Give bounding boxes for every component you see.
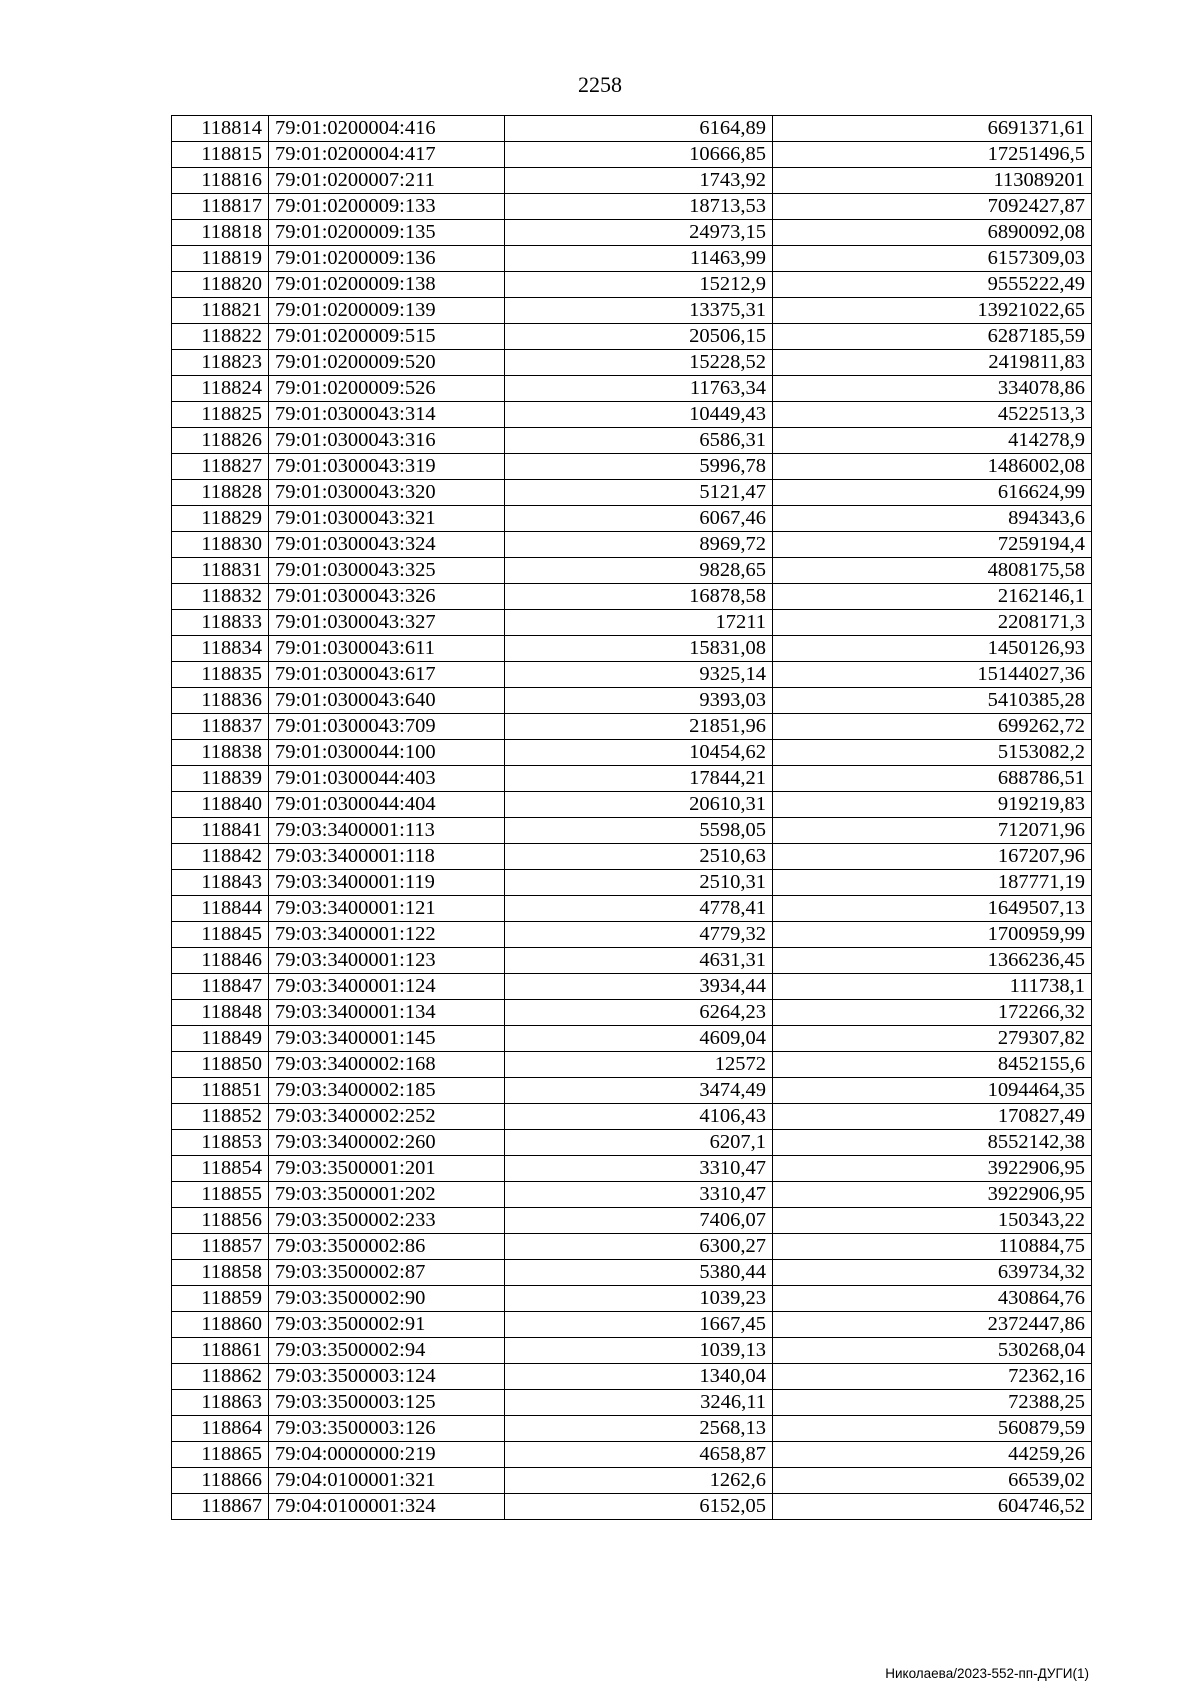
cadastral-number-cell: 79:01:0300043:325	[269, 558, 505, 584]
cadastral-number-cell: 79:03:3400002:185	[269, 1078, 505, 1104]
area-cell: 3246,11	[505, 1390, 773, 1416]
area-cell: 6164,89	[505, 116, 773, 142]
cadastral-number-cell: 79:03:3500002:86	[269, 1234, 505, 1260]
area-cell: 1262,6	[505, 1468, 773, 1494]
area-cell: 15228,52	[505, 350, 773, 376]
cadastral-value-cell: 616624,99	[773, 480, 1092, 506]
cadastral-number-cell: 79:01:0300043:321	[269, 506, 505, 532]
row-number-cell: 118863	[172, 1390, 269, 1416]
table-row	[172, 688, 1092, 714]
table-row	[172, 220, 1092, 246]
row-number-cell: 118862	[172, 1364, 269, 1390]
cadastral-value-cell: 8552142,38	[773, 1130, 1092, 1156]
row-number-cell: 118854	[172, 1156, 269, 1182]
area-cell: 10449,43	[505, 402, 773, 428]
area-cell: 4609,04	[505, 1026, 773, 1052]
table-body	[172, 116, 1092, 1520]
row-number-cell: 118815	[172, 142, 269, 168]
area-cell: 15831,08	[505, 636, 773, 662]
table-row	[172, 1494, 1092, 1520]
area-cell: 3934,44	[505, 974, 773, 1000]
table-row	[172, 766, 1092, 792]
row-number-cell: 118867	[172, 1494, 269, 1520]
table-row	[172, 870, 1092, 896]
table-row	[172, 1260, 1092, 1286]
cadastral-number-cell: 79:04:0100001:324	[269, 1494, 505, 1520]
row-number-cell: 118818	[172, 220, 269, 246]
row-number-cell: 118858	[172, 1260, 269, 1286]
area-cell: 6586,31	[505, 428, 773, 454]
cadastral-value-cell: 1649507,13	[773, 896, 1092, 922]
cadastral-value-cell: 5153082,2	[773, 740, 1092, 766]
row-number-cell: 118859	[172, 1286, 269, 1312]
cadastral-value-cell: 167207,96	[773, 844, 1092, 870]
row-number-cell: 118847	[172, 974, 269, 1000]
cadastral-number-cell: 79:03:3500002:90	[269, 1286, 505, 1312]
table-row	[172, 1468, 1092, 1494]
row-number-cell: 118842	[172, 844, 269, 870]
cadastral-value-cell: 110884,75	[773, 1234, 1092, 1260]
row-number-cell: 118855	[172, 1182, 269, 1208]
row-number-cell: 118836	[172, 688, 269, 714]
area-cell: 20506,15	[505, 324, 773, 350]
cadastral-number-cell: 79:01:0300043:314	[269, 402, 505, 428]
cadastral-number-cell: 79:03:3500002:233	[269, 1208, 505, 1234]
cadastral-number-cell: 79:01:0200009:526	[269, 376, 505, 402]
footer-document-reference: Николаева/2023-552-пп-ДУГИ(1)	[885, 1666, 1089, 1681]
cadastral-value-cell: 13921022,65	[773, 298, 1092, 324]
row-number-cell: 118852	[172, 1104, 269, 1130]
cadastral-value-cell: 334078,86	[773, 376, 1092, 402]
cadastral-value-cell: 17251496,5	[773, 142, 1092, 168]
row-number-cell: 118849	[172, 1026, 269, 1052]
table-row	[172, 1442, 1092, 1468]
cadastral-number-cell: 79:01:0300043:327	[269, 610, 505, 636]
table-row	[172, 974, 1092, 1000]
cadastral-number-cell: 79:03:3500002:91	[269, 1312, 505, 1338]
cadastral-value-cell: 170827,49	[773, 1104, 1092, 1130]
row-number-cell: 118841	[172, 818, 269, 844]
cadastral-number-cell: 79:03:3400002:252	[269, 1104, 505, 1130]
table-row	[172, 272, 1092, 298]
area-cell: 6152,05	[505, 1494, 773, 1520]
table-row	[172, 558, 1092, 584]
row-number-cell: 118827	[172, 454, 269, 480]
cadastral-number-cell: 79:01:0300043:709	[269, 714, 505, 740]
cadastral-number-cell: 79:03:3400001:113	[269, 818, 505, 844]
row-number-cell: 118823	[172, 350, 269, 376]
area-cell: 11763,34	[505, 376, 773, 402]
cadastral-value-cell: 6691371,61	[773, 116, 1092, 142]
cadastral-number-cell: 79:01:0200009:135	[269, 220, 505, 246]
page-number: 2258	[578, 72, 622, 97]
table-row	[172, 1182, 1092, 1208]
cadastral-number-cell: 79:01:0200009:133	[269, 194, 505, 220]
cadastral-value-cell: 6157309,03	[773, 246, 1092, 272]
area-cell: 4631,31	[505, 948, 773, 974]
row-number-cell: 118846	[172, 948, 269, 974]
cadastral-value-cell: 7092427,87	[773, 194, 1092, 220]
cadastral-value-cell: 712071,96	[773, 818, 1092, 844]
cadastral-value-cell: 3922906,95	[773, 1156, 1092, 1182]
area-cell: 1340,04	[505, 1364, 773, 1390]
row-number-cell: 118851	[172, 1078, 269, 1104]
cadastral-value-cell: 113089201	[773, 168, 1092, 194]
cadastral-value-cell: 1094464,35	[773, 1078, 1092, 1104]
cadastral-number-cell: 79:03:3500001:202	[269, 1182, 505, 1208]
cadastral-number-cell: 79:01:0200004:416	[269, 116, 505, 142]
area-cell: 6207,1	[505, 1130, 773, 1156]
area-cell: 21851,96	[505, 714, 773, 740]
table-row	[172, 1312, 1092, 1338]
row-number-cell: 118866	[172, 1468, 269, 1494]
area-cell: 2568,13	[505, 1416, 773, 1442]
area-cell: 24973,15	[505, 220, 773, 246]
cadastral-number-cell: 79:01:0300044:404	[269, 792, 505, 818]
cadastral-value-cell: 560879,59	[773, 1416, 1092, 1442]
area-cell: 9393,03	[505, 688, 773, 714]
row-number-cell: 118865	[172, 1442, 269, 1468]
cadastral-value-cell: 688786,51	[773, 766, 1092, 792]
cadastral-number-cell: 79:03:3400001:118	[269, 844, 505, 870]
cadastral-value-cell: 150343,22	[773, 1208, 1092, 1234]
cadastral-value-cell: 72388,25	[773, 1390, 1092, 1416]
row-number-cell: 118828	[172, 480, 269, 506]
row-number-cell: 118837	[172, 714, 269, 740]
cadastral-value-cell: 919219,83	[773, 792, 1092, 818]
area-cell: 3474,49	[505, 1078, 773, 1104]
row-number-cell: 118820	[172, 272, 269, 298]
cadastral-number-cell: 79:01:0300043:611	[269, 636, 505, 662]
row-number-cell: 118848	[172, 1000, 269, 1026]
table-row	[172, 1000, 1092, 1026]
table-row	[172, 1026, 1092, 1052]
cadastral-number-cell: 79:01:0300043:324	[269, 532, 505, 558]
cadastral-value-cell: 699262,72	[773, 714, 1092, 740]
row-number-cell: 118850	[172, 1052, 269, 1078]
table-row	[172, 1104, 1092, 1130]
cadastral-value-cell: 172266,32	[773, 1000, 1092, 1026]
area-cell: 17211	[505, 610, 773, 636]
cadastral-number-cell: 79:01:0200007:211	[269, 168, 505, 194]
row-number-cell: 118822	[172, 324, 269, 350]
cadastral-value-cell: 2208171,3	[773, 610, 1092, 636]
row-number-cell: 118825	[172, 402, 269, 428]
area-cell: 20610,31	[505, 792, 773, 818]
area-cell: 5996,78	[505, 454, 773, 480]
cadastral-value-cell: 4522513,3	[773, 402, 1092, 428]
row-number-cell: 118856	[172, 1208, 269, 1234]
cadastral-number-cell: 79:01:0200004:417	[269, 142, 505, 168]
area-cell: 12572	[505, 1052, 773, 1078]
cadastral-value-cell: 530268,04	[773, 1338, 1092, 1364]
table-row	[172, 1156, 1092, 1182]
cadastral-number-cell: 79:01:0300044:403	[269, 766, 505, 792]
area-cell: 10454,62	[505, 740, 773, 766]
area-cell: 8969,72	[505, 532, 773, 558]
area-cell: 1039,13	[505, 1338, 773, 1364]
row-number-cell: 118844	[172, 896, 269, 922]
cadastral-value-cell: 2162146,1	[773, 584, 1092, 610]
cadastral-number-cell: 79:03:3400002:260	[269, 1130, 505, 1156]
table-row	[172, 402, 1092, 428]
cadastral-number-cell: 79:03:3400001:119	[269, 870, 505, 896]
area-cell: 6067,46	[505, 506, 773, 532]
table-row	[172, 714, 1092, 740]
row-number-cell: 118857	[172, 1234, 269, 1260]
table-row	[172, 610, 1092, 636]
table-row	[172, 792, 1092, 818]
area-cell: 15212,9	[505, 272, 773, 298]
cadastral-number-cell: 79:01:0200009:136	[269, 246, 505, 272]
area-cell: 16878,58	[505, 584, 773, 610]
cadastral-number-cell: 79:03:3500003:126	[269, 1416, 505, 1442]
row-number-cell: 118861	[172, 1338, 269, 1364]
row-number-cell: 118839	[172, 766, 269, 792]
area-cell: 2510,63	[505, 844, 773, 870]
cadastral-value-cell: 7259194,4	[773, 532, 1092, 558]
row-number-cell: 118833	[172, 610, 269, 636]
cadastral-value-cell: 72362,16	[773, 1364, 1092, 1390]
table-row	[172, 636, 1092, 662]
table-row	[172, 168, 1092, 194]
area-cell: 2510,31	[505, 870, 773, 896]
cadastral-number-cell: 79:03:3500003:124	[269, 1364, 505, 1390]
cadastral-value-cell: 279307,82	[773, 1026, 1092, 1052]
table-row	[172, 1416, 1092, 1442]
table-row	[172, 350, 1092, 376]
row-number-cell: 118835	[172, 662, 269, 688]
table-row	[172, 532, 1092, 558]
area-cell: 5380,44	[505, 1260, 773, 1286]
row-number-cell: 118860	[172, 1312, 269, 1338]
table-row	[172, 480, 1092, 506]
cadastral-number-cell: 79:01:0200009:138	[269, 272, 505, 298]
row-number-cell: 118830	[172, 532, 269, 558]
area-cell: 10666,85	[505, 142, 773, 168]
area-cell: 1039,23	[505, 1286, 773, 1312]
area-cell: 17844,21	[505, 766, 773, 792]
cadastral-number-cell: 79:01:0200009:515	[269, 324, 505, 350]
area-cell: 6300,27	[505, 1234, 773, 1260]
cadastral-number-cell: 79:03:3400002:168	[269, 1052, 505, 1078]
cadastral-number-cell: 79:03:3400001:134	[269, 1000, 505, 1026]
row-number-cell: 118824	[172, 376, 269, 402]
area-cell: 9325,14	[505, 662, 773, 688]
table-row	[172, 1078, 1092, 1104]
cadastral-value-cell: 6287185,59	[773, 324, 1092, 350]
cadastral-number-cell: 79:01:0300043:640	[269, 688, 505, 714]
row-number-cell: 118864	[172, 1416, 269, 1442]
row-number-cell: 118816	[172, 168, 269, 194]
table-row	[172, 298, 1092, 324]
area-cell: 1667,45	[505, 1312, 773, 1338]
cadastral-number-cell: 79:04:0000000:219	[269, 1442, 505, 1468]
row-number-cell: 118819	[172, 246, 269, 272]
cadastral-value-cell: 414278,9	[773, 428, 1092, 454]
cadastral-value-cell: 3922906,95	[773, 1182, 1092, 1208]
cadastral-number-cell: 79:03:3400001:123	[269, 948, 505, 974]
table-row	[172, 506, 1092, 532]
cadastral-number-cell: 79:03:3400001:121	[269, 896, 505, 922]
table-row	[172, 584, 1092, 610]
table-row	[172, 1286, 1092, 1312]
area-cell: 4779,32	[505, 922, 773, 948]
cadastral-value-cell: 66539,02	[773, 1468, 1092, 1494]
table-row	[172, 662, 1092, 688]
row-number-cell: 118845	[172, 922, 269, 948]
table-row	[172, 376, 1092, 402]
area-cell: 13375,31	[505, 298, 773, 324]
row-number-cell: 118829	[172, 506, 269, 532]
table-row	[172, 948, 1092, 974]
cadastral-value-cell: 639734,32	[773, 1260, 1092, 1286]
cadastral-value-cell: 15144027,36	[773, 662, 1092, 688]
table-row	[172, 844, 1092, 870]
cadastral-number-cell: 79:03:3500001:201	[269, 1156, 505, 1182]
cadastral-value-cell: 6890092,08	[773, 220, 1092, 246]
table-row	[172, 1390, 1092, 1416]
table-row	[172, 1234, 1092, 1260]
cadastral-number-cell: 79:01:0200009:139	[269, 298, 505, 324]
area-cell: 4658,87	[505, 1442, 773, 1468]
table-row	[172, 194, 1092, 220]
cadastral-value-cell: 9555222,49	[773, 272, 1092, 298]
area-cell: 18713,53	[505, 194, 773, 220]
table-row	[172, 1130, 1092, 1156]
cadastral-number-cell: 79:01:0300043:319	[269, 454, 505, 480]
cadastral-number-cell: 79:03:3400001:145	[269, 1026, 505, 1052]
area-cell: 4106,43	[505, 1104, 773, 1130]
cadastral-number-cell: 79:03:3500002:87	[269, 1260, 505, 1286]
cadastral-value-cell: 2419811,83	[773, 350, 1092, 376]
table-row	[172, 116, 1092, 142]
cadastral-number-cell: 79:03:3500002:94	[269, 1338, 505, 1364]
area-cell: 5121,47	[505, 480, 773, 506]
cadastral-number-cell: 79:01:0300043:326	[269, 584, 505, 610]
area-cell: 6264,23	[505, 1000, 773, 1026]
row-number-cell: 118853	[172, 1130, 269, 1156]
table-row	[172, 740, 1092, 766]
table-row	[172, 324, 1092, 350]
cadastral-value-cell: 430864,76	[773, 1286, 1092, 1312]
cadastral-value-cell: 1366236,45	[773, 948, 1092, 974]
cadastral-value-cell: 894343,6	[773, 506, 1092, 532]
area-cell: 5598,05	[505, 818, 773, 844]
table-row	[172, 896, 1092, 922]
cadastral-value-cell: 44259,26	[773, 1442, 1092, 1468]
row-number-cell: 118826	[172, 428, 269, 454]
area-cell: 7406,07	[505, 1208, 773, 1234]
cadastral-number-cell: 79:03:3500003:125	[269, 1390, 505, 1416]
row-number-cell: 118831	[172, 558, 269, 584]
cadastral-value-cell: 5410385,28	[773, 688, 1092, 714]
table-row	[172, 818, 1092, 844]
cadastral-value-cell: 111738,1	[773, 974, 1092, 1000]
cadastral-value-table	[171, 115, 1092, 1520]
cadastral-number-cell: 79:04:0100001:321	[269, 1468, 505, 1494]
cadastral-number-cell: 79:01:0300043:316	[269, 428, 505, 454]
area-cell: 3310,47	[505, 1156, 773, 1182]
cadastral-value-cell: 8452155,6	[773, 1052, 1092, 1078]
area-cell: 11463,99	[505, 246, 773, 272]
table-row	[172, 428, 1092, 454]
row-number-cell: 118843	[172, 870, 269, 896]
cadastral-value-cell: 187771,19	[773, 870, 1092, 896]
cadastral-value-cell: 604746,52	[773, 1494, 1092, 1520]
table-row	[172, 246, 1092, 272]
row-number-cell: 118834	[172, 636, 269, 662]
table-row	[172, 1364, 1092, 1390]
cadastral-value-cell: 1486002,08	[773, 454, 1092, 480]
cadastral-number-cell: 79:03:3400001:124	[269, 974, 505, 1000]
cadastral-value-cell: 4808175,58	[773, 558, 1092, 584]
row-number-cell: 118832	[172, 584, 269, 610]
row-number-cell: 118814	[172, 116, 269, 142]
area-cell: 1743,92	[505, 168, 773, 194]
table-row	[172, 922, 1092, 948]
table-row	[172, 1208, 1092, 1234]
table-row	[172, 1338, 1092, 1364]
row-number-cell: 118821	[172, 298, 269, 324]
cadastral-value-cell: 1450126,93	[773, 636, 1092, 662]
row-number-cell: 118840	[172, 792, 269, 818]
cadastral-number-cell: 79:01:0200009:520	[269, 350, 505, 376]
cadastral-number-cell: 79:01:0300044:100	[269, 740, 505, 766]
table-row	[172, 454, 1092, 480]
row-number-cell: 118817	[172, 194, 269, 220]
area-cell: 4778,41	[505, 896, 773, 922]
area-cell: 9828,65	[505, 558, 773, 584]
table-row	[172, 142, 1092, 168]
cadastral-number-cell: 79:01:0300043:320	[269, 480, 505, 506]
area-cell: 3310,47	[505, 1182, 773, 1208]
cadastral-number-cell: 79:01:0300043:617	[269, 662, 505, 688]
cadastral-value-cell: 1700959,99	[773, 922, 1092, 948]
table-row	[172, 1052, 1092, 1078]
row-number-cell: 118838	[172, 740, 269, 766]
cadastral-value-cell: 2372447,86	[773, 1312, 1092, 1338]
cadastral-number-cell: 79:03:3400001:122	[269, 922, 505, 948]
